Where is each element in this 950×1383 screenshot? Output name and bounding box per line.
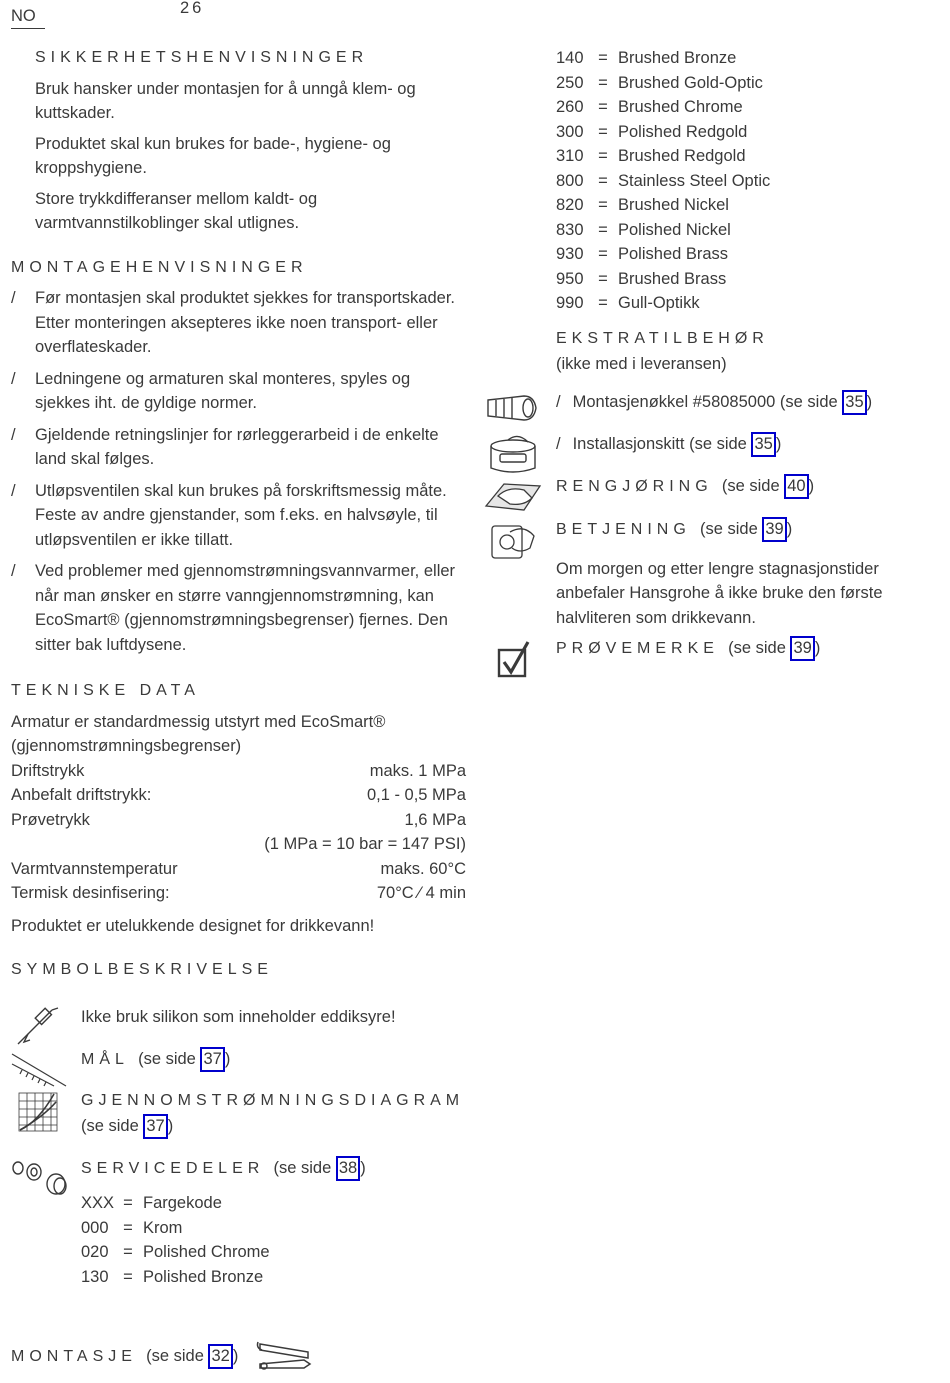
symbols-title: SYMBOLBESKRIVELSE <box>11 961 273 978</box>
tech-row: Anbefalt driftstrykk: 0,1 - 0,5 MPa <box>11 786 466 804</box>
list-item: 020 = Polished Chrome <box>81 1243 270 1261</box>
page-link-box[interactable]: 37 <box>200 1047 224 1072</box>
left-column <box>11 46 466 983</box>
list-item: 930 = Polished Brass <box>556 245 729 263</box>
page-link-box[interactable]: 35 <box>842 390 866 415</box>
cleaning-hand-icon <box>484 476 544 516</box>
operation-section <box>556 517 916 630</box>
montasje-row: MONTASJE (se side 32 ) <box>11 1344 238 1370</box>
service-row: SERVICEDELER (se side 38 ) <box>81 1156 366 1182</box>
page-link-box[interactable]: 38 <box>336 1156 360 1181</box>
list-item: 990 = Gull-Optikk <box>556 294 700 312</box>
header-underline <box>11 28 45 29</box>
page-link-box[interactable]: 39 <box>762 517 786 542</box>
tech-row: Varmtvannstemperatur maks. 60°C <box>11 859 466 878</box>
tools-icon <box>256 1338 312 1374</box>
accessories-subtitle: (ikke med i leveransen) <box>556 354 727 373</box>
list-item: 830 = Polished Nickel <box>556 220 731 239</box>
safety-title: SIKKERHETSHENVISNINGER <box>35 49 369 66</box>
color-code-list-right <box>556 46 916 316</box>
list-item: / Ved problemer med gjennomstrømningsvannvarmer, eller når man ønsker en større vanngjennomstrømning, kan EcoSmart® (gjennomstrømningsbegrenser) fjernes. Den sitter bak luftdysene. <box>11 562 456 654</box>
list-item: / Utløpsventilen skal kun brukes på forskriftsmessig måte. Feste av andre gjenstander, som f.eks. en halvsøyle, til utløpsventilen er ikke tillatt. <box>11 481 447 549</box>
language-code: NO <box>11 7 36 25</box>
tech-row: Prøvetrykk 1,6 MPa <box>11 810 466 829</box>
list-item: XXX = Fargekode <box>81 1194 222 1212</box>
page-link-box[interactable]: 37 <box>143 1114 167 1139</box>
list-item: 950 = Brushed Brass <box>556 269 727 288</box>
list-item: 310 = Brushed Redgold <box>556 147 746 165</box>
list-item: / Før montasjen skal produktet sjekkes for transportskader. Etter monteringen aksepteres ikke noen transport- eller overflateskader. <box>11 289 456 356</box>
color-code-list-left <box>81 1191 270 1289</box>
list-item: 140 = Brushed Bronze <box>556 49 737 67</box>
safety-paragraph: Bruk hansker under montasjen for å unngå klem- og kuttskader. <box>35 79 416 122</box>
measure-ruler-icon <box>10 1050 68 1088</box>
accessories-title: EKSTRATILBEHØR <box>556 330 769 347</box>
test-mark-row: PRØVEMERKE (se side 39 ) <box>556 636 820 662</box>
list-item: 000 = Krom <box>81 1218 183 1237</box>
list-item: 250 = Brushed Gold-Optic <box>556 73 763 92</box>
safety-paragraph: Store trykkdifferanser mellom kaldt- og varmtvannstilkoblinger skal utlignes. <box>35 189 318 232</box>
silicone-warning: Ikke bruk silikon som inneholder eddiksyre! <box>81 1008 396 1026</box>
check-mark-icon <box>496 640 532 680</box>
page-number: 26 <box>180 0 205 17</box>
operation-row: BETJENING (se side 39 ) <box>556 517 916 543</box>
list-item: 130 = Polished Bronze <box>81 1267 264 1286</box>
list-item: / Ledningene og armaturen skal monteres, spyles og sjekkes iht. de gyldige normer. <box>11 369 411 412</box>
tech-note: Produktet er utelukkende designet for drikkevann! <box>11 916 375 935</box>
flow-diagram-icon <box>18 1092 58 1132</box>
page-link-box[interactable]: 32 <box>208 1344 232 1369</box>
accessory-key-row: / Montasjenøkkel #58085000 (se side 35 ) <box>556 390 872 415</box>
tech-row: Termisk desinfisering: 70°C ⁄ 4 min <box>11 884 466 902</box>
measure-row: MÅL (se side 37 ) <box>81 1047 230 1073</box>
list-item: 260 = Brushed Chrome <box>556 98 743 116</box>
tech-data-title: TEKNISKE DATA <box>11 682 200 699</box>
accessory-kit-row: / Installasjonskitt (se side 35 ) <box>556 432 781 457</box>
operation-hand-icon <box>490 518 540 562</box>
page-link-box[interactable]: 39 <box>790 636 814 661</box>
wrench-key-icon <box>484 392 542 426</box>
tech-intro: Armatur er standardmessig utstyrt med EcoSmart® (gjennomstrømningsbegrenser) <box>11 712 386 755</box>
tech-row: (1 MPa = 10 bar = 147 PSI) <box>264 835 466 853</box>
list-item: 820 = Brushed Nickel <box>556 196 729 214</box>
page-link-box[interactable]: 40 <box>784 474 808 499</box>
silicone-gun-icon <box>14 1006 62 1048</box>
assembly-notes-title: MONTAGEHENVISNINGER <box>11 258 308 276</box>
page-link-box[interactable]: 35 <box>751 432 775 457</box>
accessories-section <box>556 327 769 376</box>
cleaning-row: RENGJØRING (se side 40 ) <box>556 474 814 500</box>
service-parts-icon <box>10 1158 70 1198</box>
list-item: 800 = Stainless Steel Optic <box>556 171 771 190</box>
list-item: / Gjeldende retningslinjer for rørleggerarbeid i de enkelte land skal følges. <box>11 425 439 468</box>
tech-row: Driftstrykk maks. 1 MPa <box>11 761 466 780</box>
operation-text: Om morgen og etter lengre stagnasjonstider anbefaler Hansgrohe å ikke bruke den første halvliteren som drikkevann. <box>556 559 883 627</box>
list-item: 300 = Polished Redgold <box>556 122 748 141</box>
flow-row: GJENNOMSTRØMNINGSDIAGRAM (se side 37 ) <box>81 1089 464 1139</box>
install-kit-icon <box>488 434 538 476</box>
safety-paragraph: Produktet skal kun brukes for bade-, hygiene- og kroppshygiene. <box>35 134 391 177</box>
